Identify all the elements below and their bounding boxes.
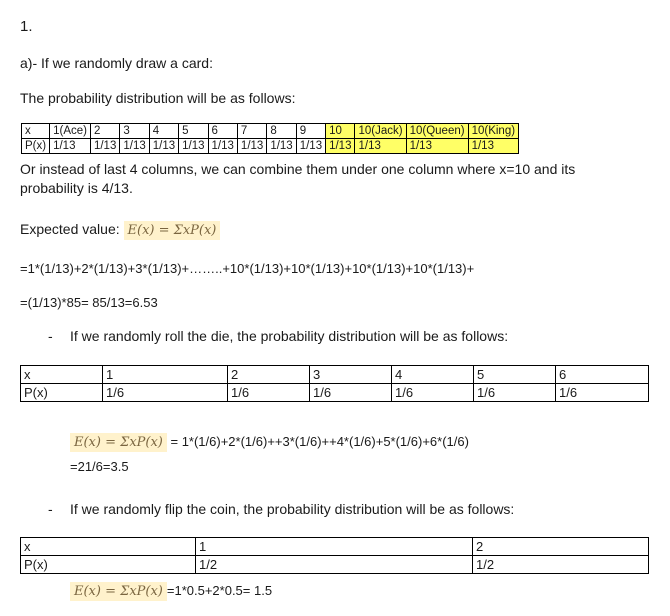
die-x-cell: 4 [392,366,474,384]
die-p-cell: 1/6 [474,384,556,402]
die-calculation-1 [70,433,469,451]
card-p-cell-highlighted: 1/13 [406,139,468,154]
die-calculation-2: =21/6=3.5 [70,459,129,474]
die-x-cell: 3 [310,366,392,384]
die-intro: If we randomly roll the die, the probability distribution will be as follows: [70,328,509,344]
card-p-cell-highlighted: 1/13 [326,139,355,154]
die-p-cell: 1/6 [228,384,310,402]
die-p-label: P(x) [21,384,103,402]
coin-calc-text: =1*0.5+2*0.5= 1.5 [166,583,273,598]
die-intro-line [48,328,508,345]
part-a-heading: a)- If we randomly draw a card: [20,55,213,71]
card-x-cell: 3 [120,124,149,139]
die-distribution-table [20,365,649,402]
card-p-cell-highlighted: 1/13 [355,139,406,154]
card-x-row [22,124,519,139]
card-p-cell: 1/13 [267,139,296,154]
card-x-cell-highlighted: 10 [326,124,355,139]
card-p-cell: 1/13 [149,139,178,154]
card-x-cell: 8 [267,124,296,139]
card-x-cell-highlighted: 10(Jack) [355,124,406,139]
coin-p-cell: 1/2 [473,556,649,574]
card-p-cell: 1/13 [90,139,119,154]
die-formula: E(x) = ΣxP(x) [70,433,167,452]
card-x-cell: 9 [296,124,325,139]
die-p-cell: 1/6 [556,384,649,402]
card-p-row [22,139,519,154]
die-calc-text: = 1*(1/6)+2*(1/6)++3*(1/6)++4*(1/6)+5*(1/6)+6*(1/6) [166,434,469,449]
die-x-label: x [21,366,103,384]
die-p-cell: 1/6 [310,384,392,402]
coin-x-cell: 1 [196,538,473,556]
die-x-cell: 2 [228,366,310,384]
die-x-row [21,366,649,384]
die-x-cell: 6 [556,366,649,384]
coin-intro: If we randomly flip the coin, the probability distribution will be as follows: [70,501,515,517]
coin-p-cell: 1/2 [196,556,473,574]
card-x-cell: 7 [237,124,266,139]
die-p-cell: 1/6 [392,384,474,402]
card-p-cell: 1/13 [296,139,325,154]
card-x-cell: 6 [208,124,237,139]
card-x-cell: 1(Ace) [50,124,91,139]
card-x-cell-highlighted: 10(King) [468,124,518,139]
problem-number: 1. [20,18,33,35]
die-x-cell: 5 [474,366,556,384]
expected-formula: E(x) = ΣxP(x) [124,221,221,240]
card-p-label: P(x) [22,139,50,154]
coin-distribution-table [20,537,649,574]
card-p-cell: 1/13 [179,139,208,154]
card-p-cell: 1/13 [237,139,266,154]
card-x-cell: 2 [90,124,119,139]
coin-p-label: P(x) [21,556,196,574]
expected-label: Expected value: [20,221,120,237]
coin-x-cell: 2 [473,538,649,556]
card-x-cell-highlighted: 10(Queen) [406,124,468,139]
coin-formula: E(x) = ΣxP(x) [70,582,167,601]
coin-calculation [70,582,272,600]
die-bullet: - [48,328,53,344]
card-distribution-table [21,123,519,154]
card-x-cell: 4 [149,124,178,139]
coin-x-label: x [21,538,196,556]
card-p-cell-highlighted: 1/13 [468,139,518,154]
card-calculation-2: =(1/13)*85= 85/13=6.53 [20,295,158,310]
coin-p-row [21,556,649,574]
card-x-cell: 5 [179,124,208,139]
card-p-cell: 1/13 [50,139,91,154]
expected-value-line [20,221,220,239]
coin-intro-line [48,501,514,518]
die-p-row [21,384,649,402]
coin-x-row [21,538,649,556]
combine-note: Or instead of last 4 columns, we can combine them under one column where x=10 and its probability is 4/13. [20,161,576,196]
card-x-label: x [22,124,50,139]
coin-bullet: - [48,501,53,517]
die-p-cell: 1/6 [103,384,228,402]
die-x-cell: 1 [103,366,228,384]
card-intro: The probability distribution will be as follows: [20,90,296,106]
card-calculation-1: =1*(1/13)+2*(1/13)+3*(1/13)+……..+10*(1/13)+10*(1/13)+10*(1/13)+10*(1/13)+ [20,261,475,276]
card-p-cell: 1/13 [208,139,237,154]
card-p-cell: 1/13 [120,139,149,154]
